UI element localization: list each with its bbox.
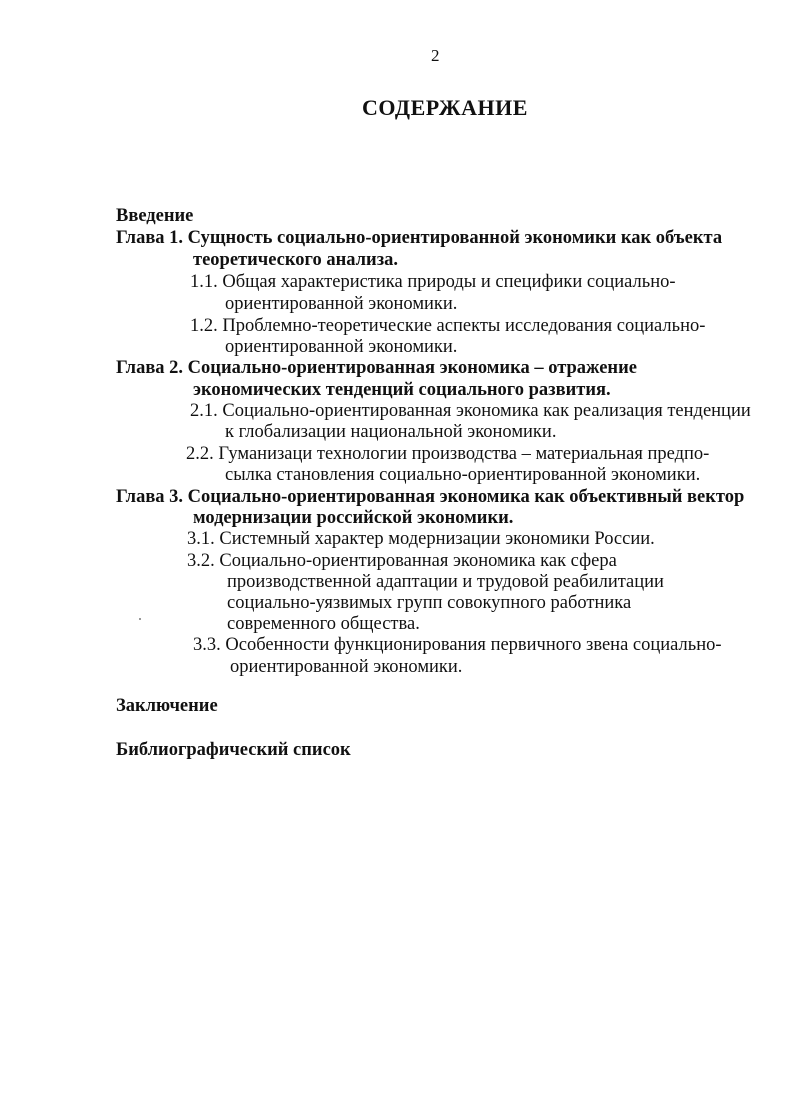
toc-section-2-2-cont: сылка становления социально-ориентированной экономики.	[225, 465, 701, 485]
toc-bibliography: Библиографический список	[116, 740, 351, 760]
toc-section-1-2: 1.2. Проблемно-теоретические аспекты исследования социально-	[190, 316, 706, 336]
toc-chapter-1-cont: теоретического анализа.	[193, 250, 399, 270]
toc-intro: Введение	[116, 206, 194, 226]
toc-section-1-1: 1.1. Общая характеристика природы и специфики социально-	[190, 272, 676, 292]
toc-section-3-2: 3.2. Социально-ориентированная экономика как сфера	[187, 551, 617, 571]
toc-section-2-2: 2.2. Гуманизаци технологии производства – материальная предпо-	[186, 444, 710, 464]
toc-chapter-2-cont: экономических тенденций социального развития.	[193, 380, 611, 400]
toc-section-1-2-cont: ориентированной экономики.	[225, 337, 458, 357]
toc-section-3-3-cont: ориентированной экономики.	[230, 657, 463, 677]
toc-section-3-2-cont-2: социально-уязвимых групп совокупного работника	[227, 593, 632, 613]
toc-chapter-1: Глава 1. Сущность социально-ориентированной экономики как объекта	[116, 228, 723, 248]
toc-chapter-3: Глава 3. Социально-ориентированная экономика как объективный вектор	[116, 487, 745, 507]
toc-section-3-1: 3.1. Системный характер модернизации экономики России.	[187, 529, 655, 549]
toc-section-2-1-cont: к глобализации национальной экономики.	[225, 422, 557, 442]
toc-chapter-3-cont: модернизации российской экономики.	[193, 508, 514, 528]
page-title: СОДЕРЖАНИЕ	[362, 95, 528, 120]
scan-speck	[139, 618, 141, 620]
toc-conclusion: Заключение	[116, 696, 218, 716]
toc-section-3-2-cont-1: производственной адаптации и трудовой реабилитации	[227, 572, 664, 592]
toc-section-3-3: 3.3. Особенности функционирования первичного звена социально-	[193, 635, 722, 655]
toc-section-3-2-cont-3: современного общества.	[227, 614, 420, 634]
toc-section-2-1: 2.1. Социально-ориентированная экономика как реализация тенденции	[190, 401, 751, 421]
page-number: 2	[431, 46, 440, 65]
toc-chapter-2: Глава 2. Социально-ориентированная экономика – отражение	[116, 358, 637, 378]
toc-section-1-1-cont: ориентированной экономики.	[225, 294, 458, 314]
